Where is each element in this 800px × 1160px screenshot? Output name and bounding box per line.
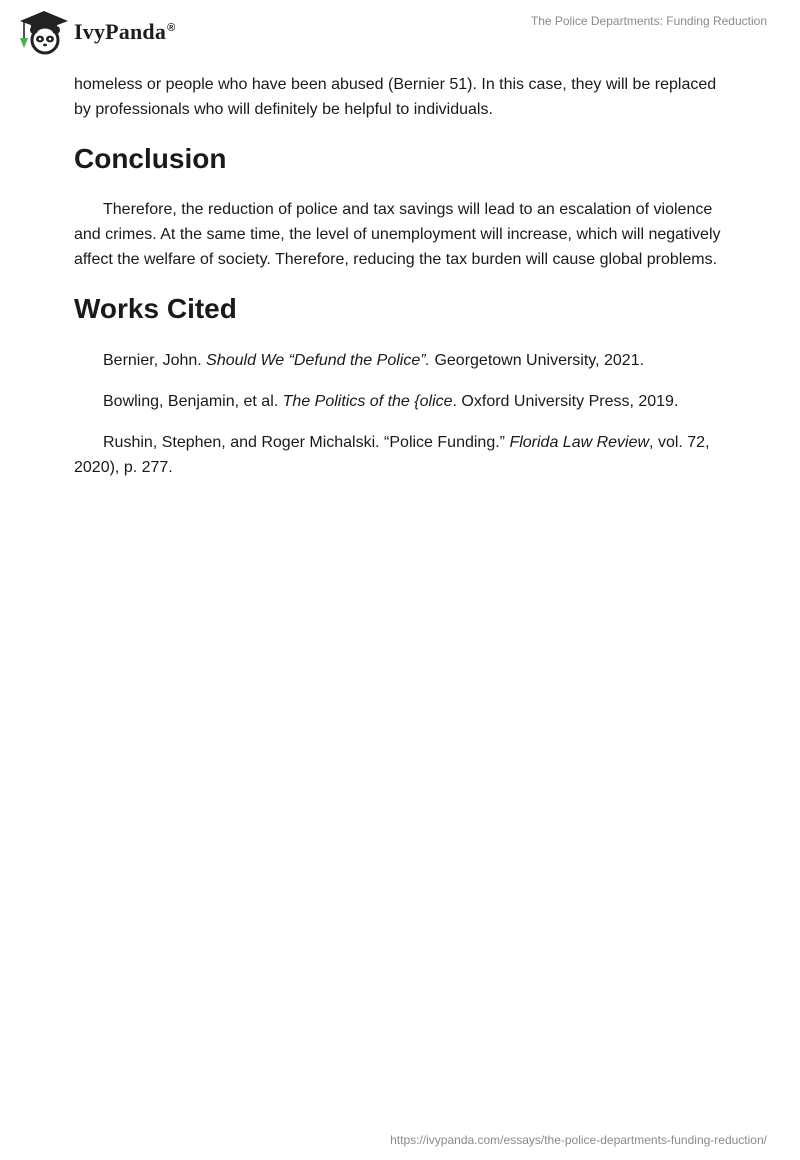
intro-paragraph: homeless or people who have been abused (Bernier 51). In this case, they will be replaced by professionals who will definitely be helpful to individuals. [74,76,717,118]
document-body [74,72,726,496]
citation-item: Bernier, John. Should We “Defund the Police”. Georgetown University, 2021. [103,352,645,369]
ivypanda-logo[interactable] [16,8,175,56]
citation-item: Rushin, Stephen, and Roger Michalski. “Police Funding.” Florida Law Review, vol. 72, 2020), p. 277. [74,434,710,476]
conclusion-heading: Conclusion [74,143,227,174]
citation-item: Bowling, Benjamin, et al. The Politics of the {olice. Oxford University Press, 2019. [103,393,679,410]
document-title: The Police Departments: Funding Reduction [530,14,767,28]
source-url-link[interactable]: https://ivypanda.com/essays/the-police-departments-funding-reduction/ [390,1133,767,1147]
panda-graduate-icon [16,8,70,56]
conclusion-paragraph: Therefore, the reduction of police and tax savings will lead to an escalation of violence and crimes. At the same time, the level of unemployment will increase, which will negatively affect the welfare of society. Therefore, reducing the tax burden will cause global problems. [74,201,721,268]
works-cited-heading: Works Cited [74,293,237,324]
logo-text: IvyPanda® [74,19,176,44]
